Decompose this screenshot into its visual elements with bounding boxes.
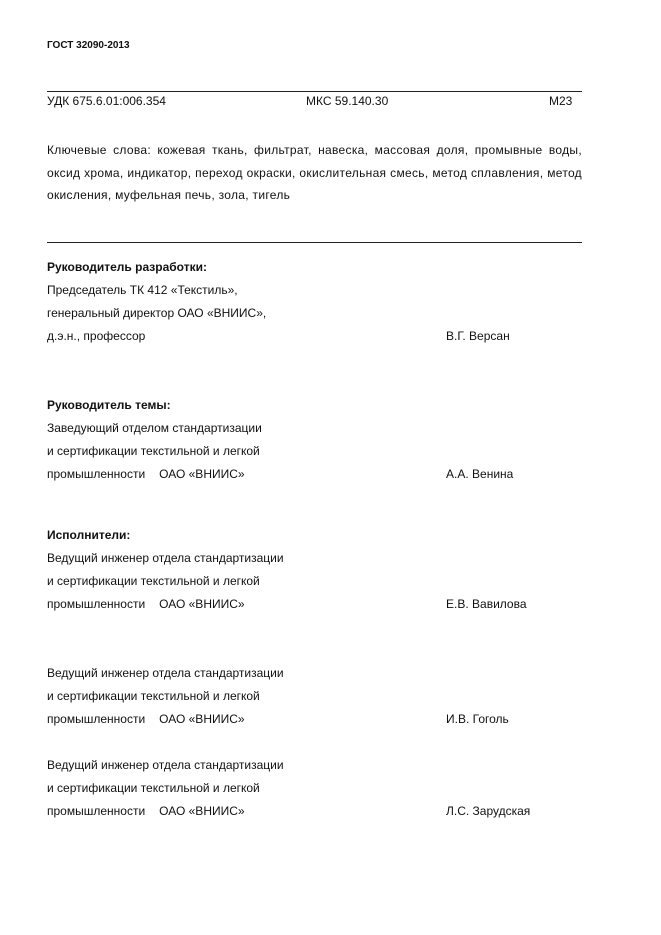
executor-2-name: И.В. Гоголь: [446, 712, 509, 726]
lead-dev-line-2: генеральный директор ОАО «ВНИИС»,: [47, 306, 267, 320]
executor-1-org: ОАО «ВНИИС»: [159, 597, 245, 611]
lead-topic-heading: Руководитель темы:: [47, 398, 171, 412]
executor-3-name: Л.С. Зарудская: [446, 804, 531, 818]
lead-dev-line-1: Председатель ТК 412 «Текстиль»,: [47, 283, 238, 297]
lead-topic-line-1: Заведующий отделом стандартизации: [47, 421, 262, 435]
lead-topic-line-2: и сертификации текстильной и легкой: [47, 444, 260, 458]
executor-2-line-1: Ведущий инженер отдела стандартизации: [47, 666, 284, 680]
keywords-paragraph: Ключевые слова: кожевая ткань, фильтрат, навеска, массовая доля, промывные воды, оксид хрома, индикатор, переход окраски, окислительная смесь, метод сплавления, метод окисления, муфельная печь, зола, тигель: [47, 143, 582, 202]
lead-dev-heading: Руководитель разработки:: [47, 260, 207, 274]
executor-2-org: ОАО «ВНИИС»: [159, 712, 245, 726]
executors-heading: Исполнители:: [47, 528, 131, 542]
executor-1-name: Е.В. Вавилова: [446, 597, 527, 611]
top-divider: [47, 91, 582, 92]
middle-divider: [47, 242, 582, 243]
lead-dev-line-3: д.э.н., профессор: [47, 329, 146, 343]
lead-topic-name: А.А. Венина: [446, 467, 514, 481]
executor-1-line-1: Ведущий инженер отдела стандартизации: [47, 551, 284, 565]
lead-dev-name: В.Г. Версан: [446, 329, 510, 343]
executor-3-line-3-text: промышленности: [47, 804, 146, 818]
lead-topic-line-3-text: промышленности: [47, 467, 146, 481]
document-code: ГОСТ 32090-2013: [47, 40, 130, 51]
mks-code: МКС 59.140.30: [306, 94, 389, 108]
executor-1-line-3: [47, 597, 245, 611]
lead-topic-line-3: [47, 467, 245, 481]
executor-3-line-2: и сертификации текстильной и легкой: [47, 781, 260, 795]
executor-1-line-3-text: промышленности: [47, 597, 146, 611]
udk-code: УДК 675.6.01:006.354: [47, 94, 166, 108]
executor-2-line-3-text: промышленности: [47, 712, 146, 726]
executor-3-line-3: [47, 804, 245, 818]
executor-3-org: ОАО «ВНИИС»: [159, 804, 245, 818]
executor-2-line-3: [47, 712, 245, 726]
executor-2-line-2: и сертификации текстильной и легкой: [47, 689, 260, 703]
executor-1-line-2: и сертификации текстильной и легкой: [47, 574, 260, 588]
group-code: М23: [549, 94, 573, 108]
lead-topic-org: ОАО «ВНИИС»: [159, 467, 245, 481]
executor-3-line-1: Ведущий инженер отдела стандартизации: [47, 758, 284, 772]
